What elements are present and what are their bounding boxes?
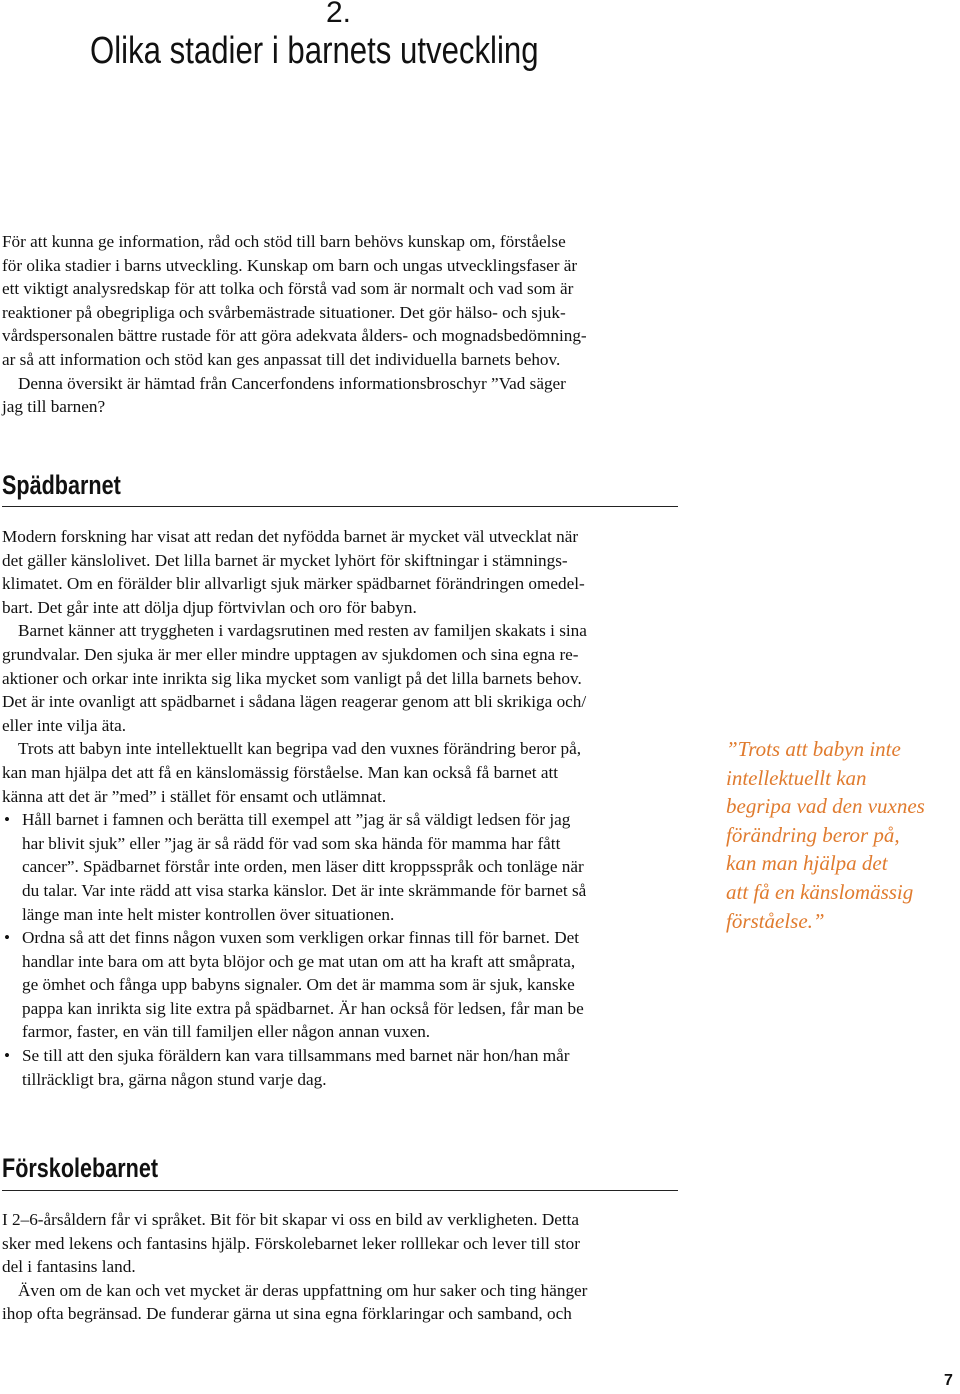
text-line: känna att det är ”med” i stället för ensamt och utlämnat. [2, 786, 387, 806]
text-line: Det är inte ovanligt att spädbarnet i sådana lägen reagerar genom att bli skrikiga och/ [2, 692, 587, 712]
spadbarnet-paragraph-1 [2, 525, 587, 619]
text-line: Håll barnet i famnen och berätta till exempel att ”jag är så väldigt ledsen för jag [22, 810, 571, 830]
text-line: ar så att information och stöd kan ges anpassat till det individuella barnets behov. [2, 349, 561, 369]
spadbarnet-paragraph-3 [2, 737, 587, 808]
section-heading-spadbarnet: Spädbarnet [2, 470, 121, 500]
text-line: farmor, faster, en vän till familjen eller någon annan vuxen. [22, 1022, 431, 1042]
forskolebarnet-paragraph-2 [2, 1279, 587, 1326]
text-line: Trots att babyn inte intellektuellt kan begripa vad den vuxnes förändring beror på, [18, 739, 582, 759]
quote-line: förståelse.” [726, 908, 825, 933]
intro-section [2, 230, 587, 419]
section-heading-forskolebarnet: Förskolebarnet [2, 1153, 159, 1183]
text-line: ge ömhet och fånga upp babyns signaler. Om det är mamma som är sjuk, kanske [22, 975, 575, 995]
bullet-icon: • [4, 810, 11, 830]
text-line: aktioner och orkar inte inrikta sig lika mycket som vanligt på det lilla barnets behov. [2, 668, 582, 688]
intro-paragraph-2 [2, 372, 587, 419]
text-line: ihop ofta begränsad. De funderar gärna ut sina egna förklaringar och samband, och [2, 1304, 572, 1324]
text-line: Denna översikt är hämtad från Cancerfondens informationsbroschyr ”Vad säger [18, 373, 566, 393]
list-item [2, 808, 587, 926]
text-line: har blivit sjuk” eller ”jag är så rädd för vad som ska hända för mamma har fått [22, 833, 561, 853]
bullet-icon: • [4, 928, 11, 948]
text-line: tillräckligt bra, gärna någon stund varje dag. [22, 1069, 327, 1089]
chapter-number: 2. [326, 0, 352, 29]
quote-line: att få en känslomässig [726, 879, 914, 904]
text-line: sker med lekens och fantasins hjälp. Förskolebarnet leker rolllekar och lever till stor [2, 1233, 580, 1253]
text-line: klimatet. Om en förälder blir allvarligt sjuk märker spädbarnet förändringen omedel- [2, 574, 585, 594]
forskolebarnet-body [2, 1208, 587, 1326]
text-line: för olika stadier i barns utveckling. Kunskap om barn och ungas utvecklingsfaser är [2, 255, 578, 275]
spadbarnet-paragraph-2 [2, 619, 587, 737]
text-line: Även om de kan och vet mycket är deras uppfattning om hur saker och ting hänger [18, 1280, 588, 1300]
text-line: vårdspersonalen bättre rustade för att göra adekvata ålders- och mognadsbedömning- [2, 326, 587, 346]
page-number: 7 [944, 1372, 953, 1389]
text-line: länge man inte helt mister kontrollen över situationen. [22, 904, 395, 924]
text-line: det gäller känslolivet. Det lilla barnet är mycket lyhört för skiftningar i stämnings- [2, 550, 568, 570]
quote-line: begripa vad den vuxnes [726, 794, 925, 819]
text-line: eller inte vilja äta. [2, 715, 127, 735]
text-line: handlar inte bara om att byta blöjor och ge mat utan om att ha kraft att småprata, [22, 951, 576, 971]
quote-line: ”Trots att babyn inte [726, 737, 901, 761]
text-line: du talar. Var inte rädd att visa starka känslor. Det är inte skrämmande för barnet så [22, 880, 587, 900]
list-item [2, 926, 587, 1044]
chapter-title: Olika stadier i barnets utveckling [90, 30, 539, 72]
advice-list [2, 808, 587, 1091]
text-line: cancer”. Spädbarnet förstår inte orden, men läser ditt kroppsspråk och tonläge när [22, 857, 584, 877]
forskolebarnet-paragraph-1 [2, 1208, 587, 1279]
bullet-icon: • [4, 1046, 11, 1066]
list-item [2, 1044, 587, 1091]
text-line: Se till att den sjuka föräldern kan vara tillsammans med barnet när hon/han mår [22, 1046, 570, 1066]
text-line: Barnet känner att tryggheten i vardagsrutinen med resten av familjen skakats i sina [18, 621, 587, 641]
section-divider [2, 506, 678, 507]
text-line: Ordna så att det finns någon vuxen som verkligen orkar finnas till för barnet. Det [22, 928, 580, 948]
quote-line: intellektuellt kan [726, 765, 867, 790]
spadbarnet-body [2, 525, 587, 1091]
text-line: För att kunna ge information, råd och stöd till barn behövs kunskap om, förståelse [2, 232, 566, 251]
text-line: I 2–6-årsåldern får vi språket. Bit för bit skapar vi oss en bild av verkligheten. Detta [2, 1210, 580, 1229]
pull-quote [726, 735, 958, 935]
text-line: reaktioner på obegripliga och svårbemästrade situationer. Det gör hälso- och sjuk- [2, 302, 566, 322]
text-line: jag till barnen? [2, 397, 106, 417]
text-line: pappa kan inrikta sig lite extra på spädbarnet. Är han också för ledsen, får man be [22, 998, 584, 1018]
quote-line: kan man hjälpa det [726, 851, 888, 876]
section-divider [2, 1190, 678, 1191]
quote-line: förändring beror på, [726, 822, 900, 847]
text-line: del i fantasins land. [2, 1257, 136, 1277]
text-line: grundvalar. Den sjuka är mer eller mindre upptagen av sjukdomen och sina egna re- [2, 644, 579, 664]
text-line: Modern forskning har visat att redan det nyfödda barnet är mycket väl utvecklat när [2, 527, 579, 546]
text-line: kan man hjälpa det att få en känslomässig förståelse. Man kan också få barnet att [2, 762, 559, 782]
text-line: bart. Det går inte att dölja djup förtvivlan och oro för babyn. [2, 597, 417, 617]
text-line: ett viktigt analysredskap för att tolka och förstå vad som är normalt och vad som är [2, 279, 574, 299]
intro-paragraph-1 [2, 230, 587, 372]
